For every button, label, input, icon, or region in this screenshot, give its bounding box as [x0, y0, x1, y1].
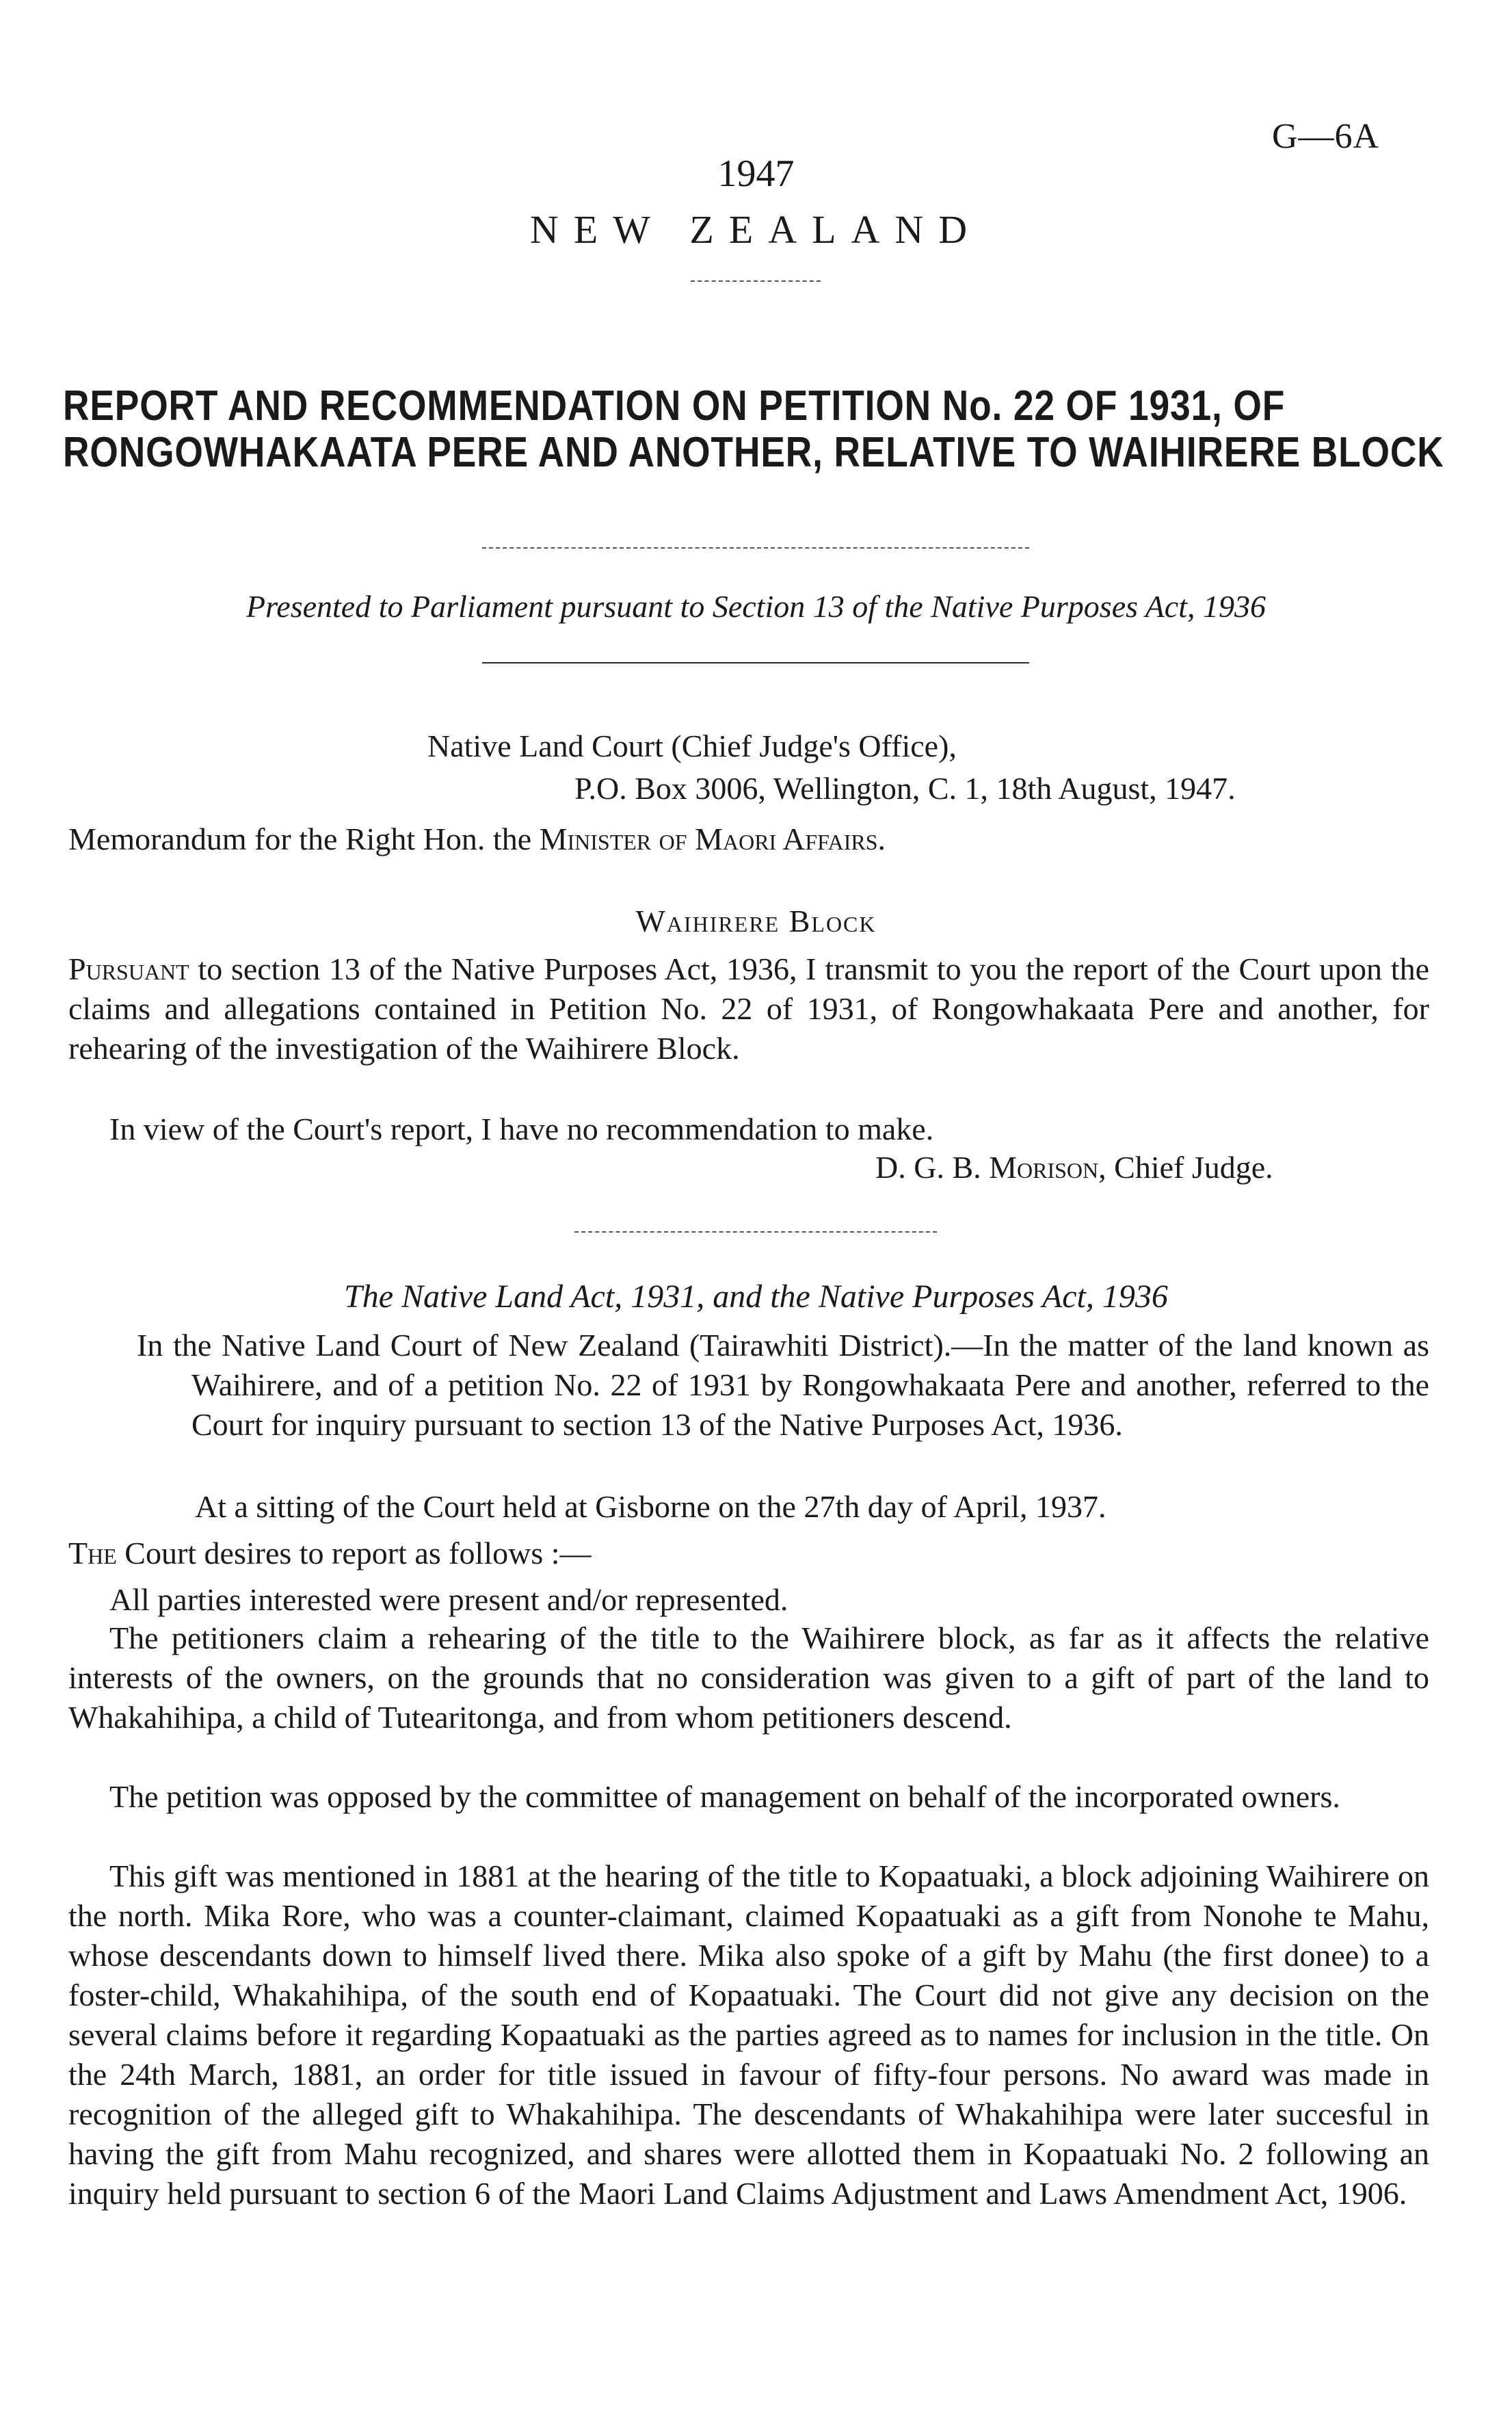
signature-initials: D. G. B.	[875, 1150, 981, 1185]
desires-text: Court desires to report as follows :—	[116, 1536, 592, 1571]
divider-title	[482, 547, 1029, 549]
office-line-2: P.O. Box 3006, Wellington, C. 1, 18th August, 1947.	[574, 771, 1236, 806]
memo-prefix: Memorandum for the Right Hon. the	[68, 822, 532, 856]
matter-paragraph: In the Native Land Court of New Zealand (Tairawhiti District).—In the matter of the land known as Waihirere, and of a petition No. 22 of 1931 by Rongowhakaata Pere and another, referred to the Court for inquiry pursuant to section 13 of the Native Purposes Act, 1936.	[137, 1328, 1429, 1442]
divider-signature	[574, 1231, 937, 1233]
signature-surname: Morison	[989, 1150, 1099, 1185]
memo-addressee: Minister of Maori Affairs.	[539, 822, 886, 856]
presented-line: Presented to Parliament pursuant to Section 13 of the Native Purposes Act, 1936	[246, 589, 1266, 624]
office-address	[427, 725, 1236, 810]
transmit-paragraph	[68, 949, 1429, 1068]
document-code: G—6A	[1272, 117, 1380, 156]
opposed-paragraph: The petition was opposed by the committee of management on behalf of the incorporated owners.	[109, 1779, 1340, 1814]
divider-presented	[482, 662, 1029, 663]
memorandum-line	[68, 821, 886, 857]
divider-top	[691, 280, 821, 282]
report-title: REPORT AND RECOMMENDATION ON PETITION No. 22 OF 1931, OF RONGOWHAKAATA PERE AND ANOTHER, RELATIVE TO WAIHIRERE BLOCK	[63, 382, 1444, 476]
publication-year: 1947	[717, 153, 795, 195]
country-heading: NEW ZEALAND	[529, 207, 983, 252]
gift-paragraph: This gift was mentioned in 1881 at the hearing of the title to Kopaatuaki, a block adjoining Waihirere on the north. Mika Rore, who was a counter-claimant, claimed Kopaatuaki as a gift from Nonohe te Mahu, whose descendants down to himself lived there. Mika also spoke of a gift by Mahu (the first donee) to a foster-child, Whakahihipa, of the south end of Kopaatuaki. The Court did not give any decision on the several claims before it regarding Kopaatuaki as the parties agreed as to names for inclusion in the title. On the 24th March, 1881, an order for title issued in favour of fifty-four persons. No award was made in recognition of the alleged gift to Whakahihipa. The descendants of Whakahihipa were later succesful in having the gift from Mahu recognized, and shares were allotted them in Kopaatuaki No. 2 following an inquiry held pursuant to section 6 of the Maori Land Claims Adjustment and Laws Amendment Act, 1906.	[68, 1858, 1429, 2211]
signature-title: , Chief Judge.	[1098, 1150, 1273, 1185]
sitting-paragraph: At a sitting of the Court held at Gisborne on the 27th day of April, 1937.	[195, 1489, 1106, 1524]
desires-lead: The	[68, 1536, 117, 1571]
parties-paragraph: All parties interested were present and/or represented.	[109, 1582, 788, 1617]
desires-paragraph	[68, 1534, 1429, 1573]
signature	[875, 1149, 1273, 1185]
acts-heading: The Native Land Act, 1931, and the Native Purposes Act, 1936	[344, 1278, 1168, 1315]
block-heading: Waihirere Block	[635, 904, 877, 938]
transmit-text: to section 13 of the Native Purposes Act, 1936, I transmit to you the report of the Court upon the claims and allegations contained in Petition No. 22 of 1931, of Rongowhakaata Pere and another, for rehearing of the investigation of the Waihirere Block.	[68, 951, 1429, 1066]
claim-paragraph: The petitioners claim a rehearing of the title to the Waihirere block, as far as it affects the relative interests of the owners, on the grounds that no consideration was given to a gift of part of the land to Whakahihipa, a child of Tutearitonga, and from whom petitioners descend.	[68, 1620, 1429, 1735]
view-paragraph: In view of the Court's report, I have no recommendation to make.	[109, 1112, 934, 1146]
transmit-lead: Pursuant	[68, 951, 189, 986]
office-line-1: Native Land Court (Chief Judge's Office),	[427, 728, 957, 763]
